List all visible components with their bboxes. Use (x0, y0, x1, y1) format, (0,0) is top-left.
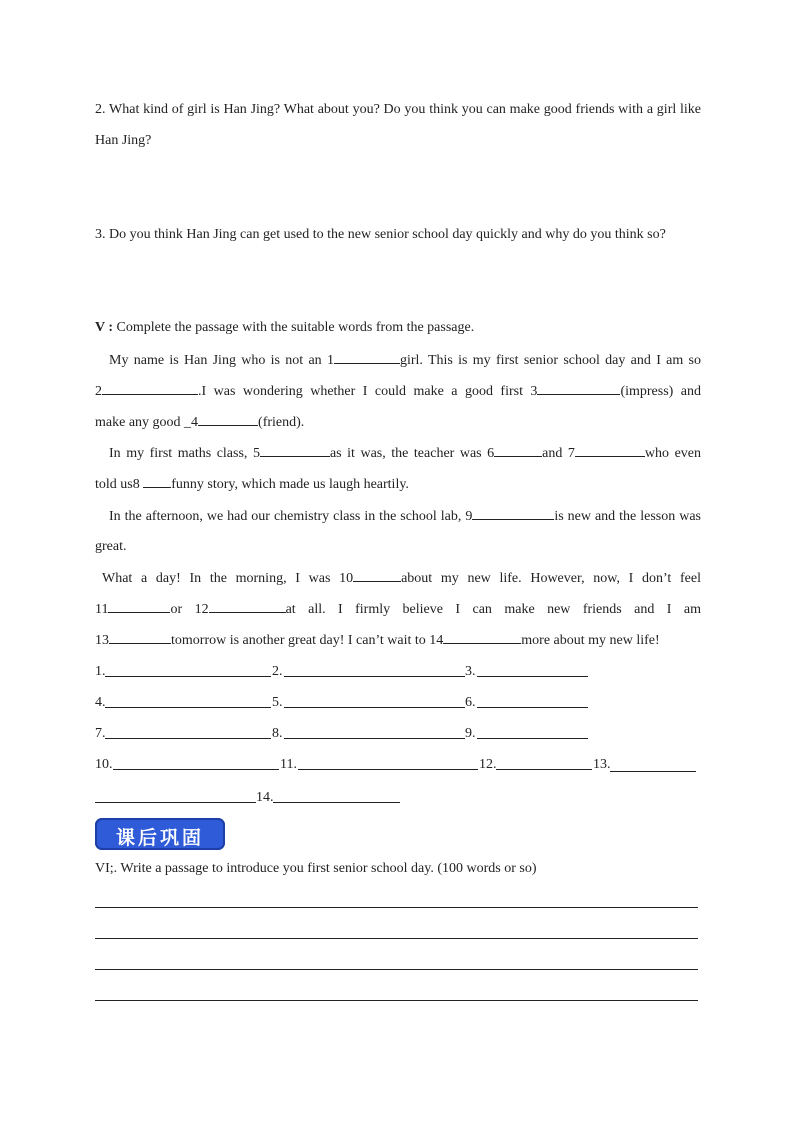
answer-line-12[interactable] (496, 769, 592, 770)
blank-4[interactable] (198, 413, 258, 426)
section-5-instruction: Complete the passage with the suitable words from the passage. (113, 320, 475, 335)
blank-9[interactable] (472, 507, 554, 520)
passage-text: In the afternoon, we had our chemistry class in the school lab, 9 (109, 509, 473, 524)
writing-line-4[interactable] (95, 1000, 698, 1001)
question-2-line-2: Han Jing? (95, 133, 152, 148)
blank-12[interactable] (209, 600, 286, 613)
answer-line-6[interactable] (477, 707, 588, 708)
blank-14[interactable] (443, 631, 521, 644)
answer-label-8: 8. (272, 726, 283, 741)
answer-label-10: 10. (95, 757, 113, 772)
answer-line-10[interactable] (113, 769, 279, 770)
passage-text: is new and the lesson was (554, 509, 701, 524)
passage-text: 11 (95, 602, 109, 617)
passage-text: told us8 (95, 477, 144, 492)
writing-line-1[interactable] (95, 907, 698, 908)
passage-text: My name is Han Jing who is not an 1 (109, 353, 334, 368)
question-3: 3. Do you think Han Jing can get used to the new senior school day quickly and why do you think so? (95, 227, 666, 242)
answer-line-13-continued[interactable] (95, 802, 256, 803)
passage-text: (friend). (258, 415, 305, 430)
passage-text: 13 (95, 633, 109, 648)
answer-line-11[interactable] (298, 769, 478, 770)
section-5-heading (95, 319, 474, 337)
answer-label-14: 14. (256, 790, 274, 805)
blank-10[interactable] (353, 569, 401, 582)
after-class-badge (95, 818, 225, 850)
passage-text: funny story, which made us laugh heartily. (171, 477, 409, 492)
blank-13[interactable] (109, 631, 171, 644)
answer-line-13[interactable] (610, 771, 696, 772)
section-5-label: V : (95, 320, 114, 335)
passage-text: more about my new life! (521, 633, 660, 648)
answer-label-7: 7. (95, 726, 106, 741)
answer-label-6: 6. (465, 695, 476, 710)
answer-label-11: 11. (280, 757, 297, 772)
section-6-instruction: VI;. Write a passage to introduce you first senior school day. (100 words or so) (95, 861, 537, 876)
passage-line-1 (109, 351, 701, 370)
blank-2[interactable] (102, 382, 198, 395)
answer-label-13: 13. (593, 757, 611, 772)
answer-label-5: 5. (272, 695, 283, 710)
answer-line-3[interactable] (477, 676, 588, 677)
passage-text: about my new life. However, now, I don’t feel (401, 571, 701, 586)
passage-text: and 7 (542, 446, 575, 461)
badge-text: 课后巩固 (115, 827, 204, 849)
passage-line-9 (95, 600, 701, 619)
passage-text: who even (644, 446, 701, 461)
passage-line-10 (95, 631, 660, 650)
answer-line-8[interactable] (284, 738, 465, 739)
answer-label-3: 3. (465, 664, 476, 679)
answer-line-9[interactable] (477, 738, 588, 739)
passage-line-8 (102, 569, 701, 588)
writing-line-3[interactable] (95, 969, 698, 970)
passage-line-5 (95, 475, 409, 494)
passage-text: at all. I firmly believe I can make new friends and I am (285, 602, 701, 617)
answer-line-14[interactable] (273, 802, 400, 803)
blank-11[interactable] (108, 600, 170, 613)
answer-line-7[interactable] (105, 738, 271, 739)
blank-6[interactable] (494, 444, 542, 457)
passage-text: girl. This is my first senior school day and I am so (399, 353, 701, 368)
blank-5[interactable] (260, 444, 330, 457)
answer-label-4: 4. (95, 695, 106, 710)
answer-label-2: 2. (272, 664, 283, 679)
passage-text: tomorrow is another great day! I can’t wait to 14 (171, 633, 444, 648)
blank-3[interactable] (537, 382, 620, 395)
passage-line-4 (109, 444, 701, 463)
question-2-line-1: 2. What kind of girl is Han Jing? What about you? Do you think you can make good friends with a girl like (95, 102, 701, 117)
passage-text: 2 (95, 384, 102, 399)
passage-line-6 (109, 507, 701, 526)
passage-line-7: great. (95, 539, 127, 554)
passage-line-3 (95, 413, 304, 432)
answer-line-2[interactable] (284, 676, 465, 677)
answer-line-1[interactable] (105, 676, 271, 677)
passage-line-2 (95, 382, 701, 401)
passage-text: as it was, the teacher was 6 (329, 446, 495, 461)
blank-8[interactable] (143, 475, 171, 488)
passage-text: What a day! In the morning, I was 10 (102, 571, 354, 586)
answer-label-12: 12. (479, 757, 497, 772)
writing-line-2[interactable] (95, 938, 698, 939)
answer-label-1: 1. (95, 664, 106, 679)
blank-7[interactable] (575, 444, 645, 457)
answer-label-9: 9. (465, 726, 476, 741)
passage-text: In my first maths class, 5 (109, 446, 260, 461)
blank-1[interactable] (334, 351, 400, 364)
passage-text: (impress) and (620, 384, 701, 399)
answer-line-5[interactable] (284, 707, 465, 708)
passage-text: make any good _4 (95, 415, 199, 430)
answer-line-4[interactable] (105, 707, 271, 708)
passage-text: or 12 (170, 602, 209, 617)
passage-text: .I was wondering whether I could make a good first 3 (198, 384, 538, 399)
